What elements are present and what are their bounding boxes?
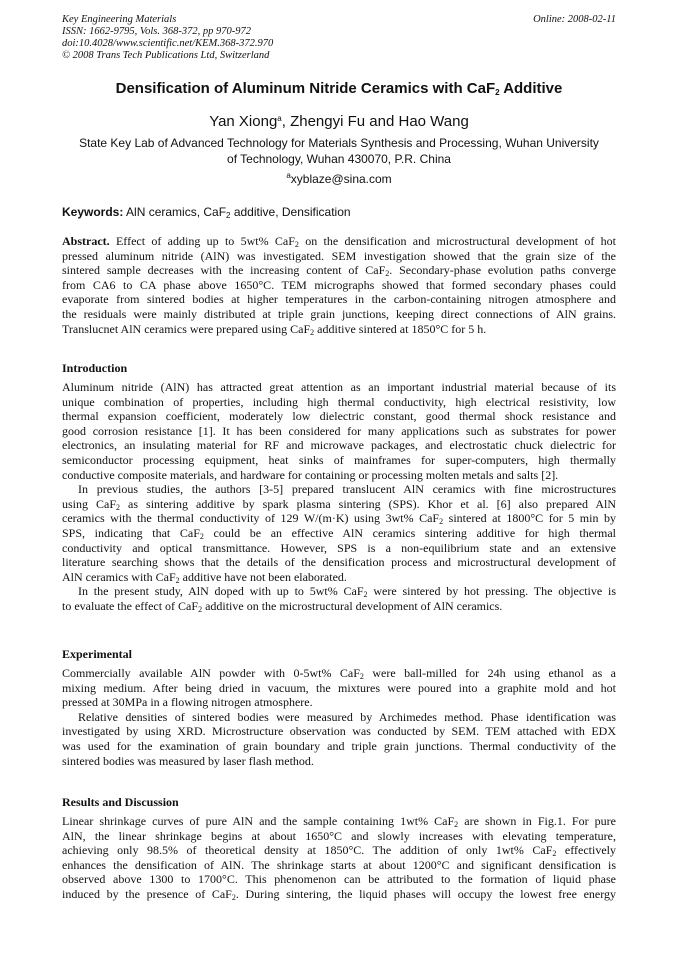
doi-line[interactable]: doi:10.4028/www.scientific.net/KEM.368-372.970 bbox=[62, 38, 274, 49]
author-list: Yan Xiong$^a$, Zhengyi Fu and Hao Wang bbox=[209, 113, 469, 130]
section-heading: Introduction bbox=[62, 361, 128, 375]
online-date: Online: 2008-02-11 bbox=[533, 14, 616, 25]
abstract: Abstract. Effect of adding up to 5wt% CaF$_2$ on the densification and microstructural development of hot pressed aluminum nitride (AlN) was investigated. SEM investigation showed that the grain size of the sintered sample decreases with the increasing content of CaF$_2$. Secondary-phase evolution paths converge from CA6 to CA phase above 1650°C. TEM micrographs showed that formed secondary phases could evaporate from sintered bodies at higher temperatures in the carbon-containing nitrogen atmosphere and the residuals were mainly distributed at triple grain junctions, keeping direct connections of AlN grains. Translucnet AlN ceramics were prepared using CaF$_2$ additive sintered at 1850°C for 5 h. bbox=[62, 234, 616, 337]
section-heading: Results and Discussion bbox=[62, 795, 179, 809]
section-heading: Experimental bbox=[62, 647, 132, 661]
experimental-paragraph: Commercially available AlN powder with 0-5wt% CaF$_2$ were ball-milled for 24h using ethanol as a mixing medium. After being dried in vacuum, the mixtures were poured into a graphite mold and hot pressed at 30MPa in a flowing nitrogen atmosphere. bbox=[62, 666, 617, 710]
experimental-paragraph: Relative densities of sintered bodies were measured by Archimedes method. Phase identification was investigated by using XRD. Microstructure observation was conducted by SEM. TEM attached with EDX was used for the examination of grain boundary and triple grain junctions. Thermal conductivity of the sintered bodies was measured by laser flash method. bbox=[62, 709, 616, 768]
results-paragraph: Linear shrinkage curves of pure AlN and the sample containing 1wt% CaF$_2$ are shown in Fig.1. For pure AlN, the linear shrinkage begins at about 1650°C and slowly increases with elevating temperature, achieving only 98.5% of theoretical density at 1850°C. The addition of only 1wt% CaF$_2$ effectively enhances the densification of AlN. The shrinkage starts at about 1200°C and significant densification is observed above 1300 to 1700°C. This phenomenon can be attributed to the formation of liquid phase induced by the presence of CaF$_2$. During sintering, the liquid phases will occupy the lowest free energy bbox=[62, 814, 617, 902]
issn-line: ISSN: 1662-9795, Vols. 368-372, pp 970-972 bbox=[62, 26, 251, 37]
journal-name: Key Engineering Materials bbox=[62, 14, 177, 25]
results-section bbox=[62, 795, 616, 902]
keywords: Keywords: AlN ceramics, CaF$_2$ additive, Densification bbox=[62, 205, 351, 220]
experimental-section bbox=[62, 647, 616, 768]
introduction-section bbox=[62, 361, 616, 614]
author-name: Yan Xiong bbox=[209, 113, 278, 130]
copyright-line: © 2008 Trans Tech Publications Ltd, Switzerland bbox=[62, 50, 270, 61]
author-email[interactable]: $^a$xyblaze@sina.com bbox=[286, 171, 392, 186]
paper-title: Densification of Aluminum Nitride Ceramics with CaF$_2$ Additive bbox=[115, 80, 563, 97]
affiliation: State Key Lab of Advanced Technology for Materials Synthesis and Processing, Wuhan University of Technology, Wuhan 430070, P.R. China bbox=[79, 136, 599, 166]
keywords-label: Keywords: bbox=[62, 205, 124, 219]
introduction-paragraph: Aluminum nitride (AlN) has attracted great attention as an important industrial material because of its unique combination of properties, including high thermal conductivity, high electrical resistivity, low thermal expansion coefficient, moderately low dielectric constant, good thermal shock resistance and good corrosion resistance [1]. It has been considered for many applications such as substrates for power electronics, an insulating material for RF and microwave packages, and electrostatic chuck dielectric for semiconductor processing equipment, heat sinks of mainframes for super-computers, high thermally conductive composite materials, and hardware for containing or processing molten metals and salts [2]. bbox=[62, 380, 616, 482]
introduction-paragraph: In previous studies, the authors [3-5] prepared translucent AlN ceramics with fine microstructures using CaF$_2$ as sintering additive by spark plasma sintering (SPS). Khor et al. [6] also prepared AlN ceramics with the thermal conductivity of 129 W/(m·K) using 3wt% CaF$_2$ sintered at 1800°C for 5 min by SPS, indicating that CaF$_2$ could be an effective AlN ceramics sintering additive for high thermal conductivity and optical transmittance. However, SPS is a non-equilibrium state and an extensive literature searching shows that the details of the densification process and microstructural development of AlN ceramics with CaF$_2$ additive have not been elaborated. bbox=[62, 482, 617, 585]
journal-header bbox=[62, 14, 273, 62]
introduction-paragraph: In the present study, AlN doped with up to 5wt% CaF$_2$ were sintered by hot pressing. The objective is to evaluate the effect of CaF$_2$ additive on the microstructural development of AlN ceramics. bbox=[62, 584, 617, 614]
abstract-label: Abstract. bbox=[62, 234, 110, 248]
